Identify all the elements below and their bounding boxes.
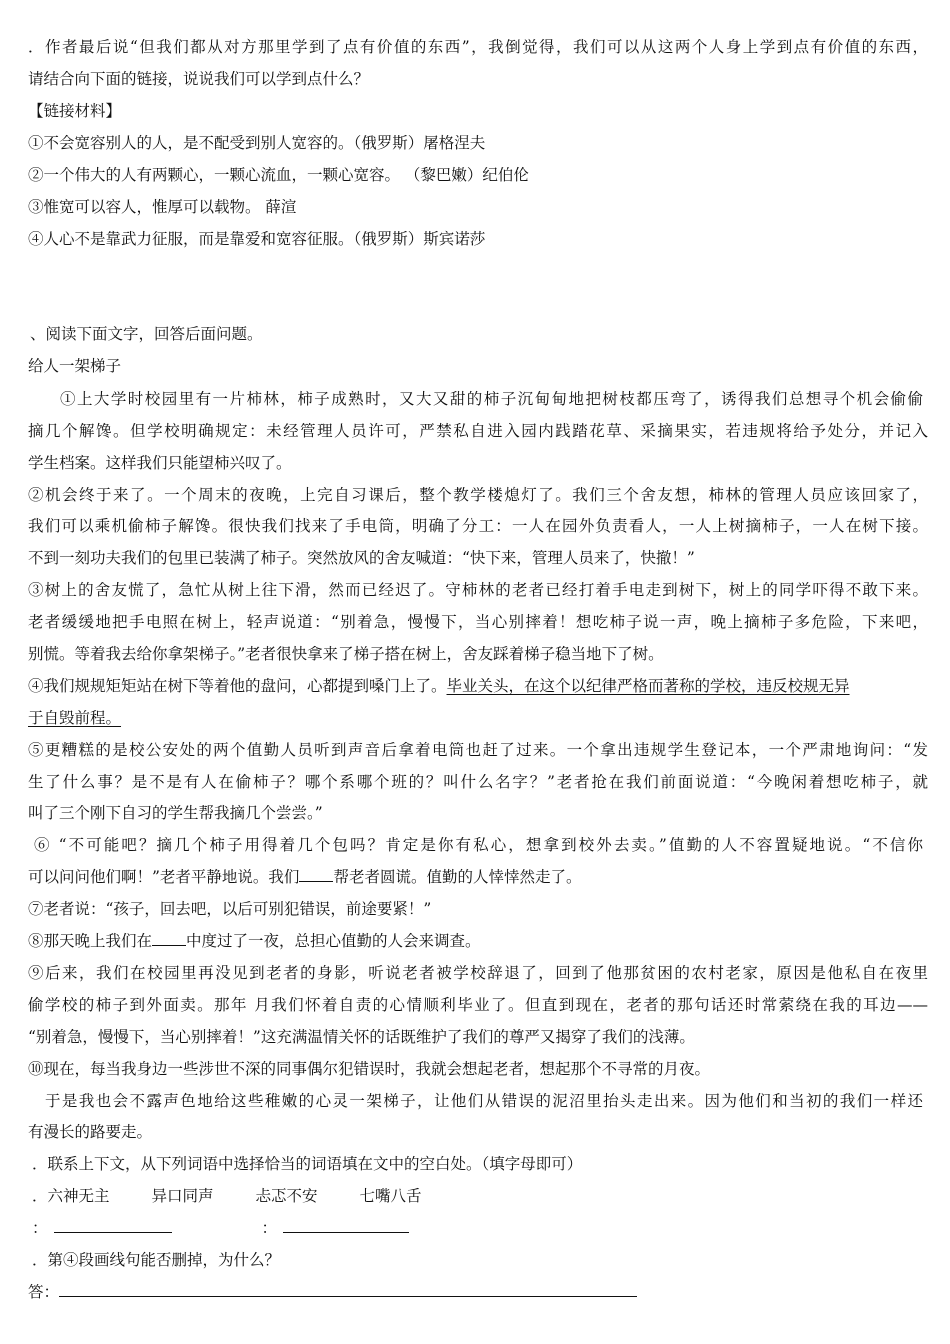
word-choice: ．六神无主 (32, 1187, 110, 1205)
paragraph-line: ③树上的舍友慌了，急忙从树上往下滑，然而已经迟了。守柿林的老者已经打着手电走到树下，树上的同学吓得不敢下来。 (28, 581, 928, 599)
answer-row (28, 1282, 928, 1302)
paragraph-text: ④我们规规矩矩站在树下等着他的盘问，心都提到嗓门上了。 (28, 677, 447, 695)
paragraph-line: 于是我也会不露声色地给这些稚嫩的心灵一架梯子，让他们从错误的泥沼里抬头走出来。因为他们和当初的我们一样还 (45, 1092, 923, 1110)
section-instruction: 、阅读下面文字，回答后面问题。 (30, 325, 263, 343)
word-choices (32, 1186, 932, 1206)
answer-row (32, 1218, 432, 1238)
paragraph-line: ⑦老者说：“孩子，回去吧，以后可别犯错误，前途要紧！” (28, 900, 432, 918)
paragraph-line: ⑩现在，每当我身边一些涉世不深的同事偶尔犯错误时，我就会想起老者，想起那个不寻常的月夜。 (28, 1060, 711, 1078)
paragraph-line: ⑨后来，我们在校园里再没见到老者的身影，听说老者被学校辞退了，回到了他那贫困的农村老家，原因是他私自在夜里 (28, 964, 928, 982)
paragraph-line (28, 867, 928, 887)
paragraph-line: “别着急，慢慢下，当心别摔着！”这充满温情关怀的话既维护了我们的尊严又揭穿了我们的浅薄。 (28, 1028, 695, 1046)
word-choice: 异口同声 (151, 1187, 214, 1205)
paragraph-line: 偷学校的柿子到外面卖。那年 月我们怀着自责的心情顺利毕业了。但直到现在，老者的那句话还时常萦绕在我的耳边—— (28, 996, 928, 1014)
link-material-item: ②一个伟大的人有两颗心，一颗心流血，一颗心宽容。 （黎巴嫩）纪伯伦 (28, 166, 529, 184)
article-title: 给人一架梯子 (28, 357, 122, 375)
paragraph-text: 帮老者圆谎。值勤的人悻悻然走了。 (333, 868, 582, 886)
link-material-item: ③惟宽可以容人，惟厚可以载物。 薛渲 (28, 198, 297, 216)
question-2: ．第④段画线句能否删掉，为什么？ (32, 1251, 281, 1269)
question-text-continued: 请结合向下面的链接，说说我们可以学到点什么？ (28, 70, 370, 88)
word-choice: 忐忑不安 (255, 1187, 318, 1205)
paragraph-line: ⑤更糟糕的是校公安处的两个值勤人员听到声音后拿着电筒也赶了过来。一个拿出违规学生登记本，一个严肃地询问：“发 (28, 741, 928, 759)
question-text: ．作者最后说“但我们都从对方那里学到了点有价值的东西”，我倒觉得，我们可以从这两个人身上学到点有价值的东西， (28, 38, 928, 56)
answer-blank-b[interactable] (283, 1218, 409, 1233)
answer-colon: ： (32, 1219, 48, 1237)
question-1: ．联系上下文，从下列词语中选择恰当的词语填在文中的空白处。（填字母即可） (32, 1155, 583, 1173)
paragraph-text: ⑧那天晚上我们在 (28, 932, 153, 950)
paragraph-line: 别慌。等着我去给你拿架梯子。”老者很快拿来了梯子搭在树上，舍友踩着梯子稳当地下了树。 (28, 645, 664, 663)
underlined-sentence: 毕业关头，在这个以纪律严格而著称的学校，违反校规无异 (446, 677, 850, 695)
paragraph-line: 摘几个解馋。但学校明确规定：未经管理人员许可，严禁私自进入园内践踏花草、采摘果实，若违规将给予处分，并记入 (28, 422, 928, 440)
paragraph-line: ②机会终于来了。一个周末的夜晚，上完自习课后，整个教学楼熄灯了。我们三个舍友想，柿林的管理人员应该回家了， (28, 486, 928, 504)
paragraph-text: 可以问问他们啊！”老者平静地说。我们 (28, 868, 300, 886)
answer-label: 答： (28, 1283, 60, 1301)
paragraph-line: 老者缓缓地把手电照在树上，轻声说道：“别着急，慢慢下，当心别摔着！想吃柿子说一声，晚上摘柿子多危险，下来吧， (28, 613, 928, 631)
paragraph-line: ①上大学时校园里有一片柿林，柿子成熟时，又大又甜的柿子沉甸甸地把树枝都压弯了，诱得我们总想寻个机会偷偷 (60, 390, 923, 408)
paragraph-text: 中度过了一夜，总担心值勤的人会来调查。 (186, 932, 481, 950)
paragraph-line: ⑥ “不可能吧？摘几个柿子用得着几个包吗？肯定是你有私心，想拿到校外去卖。”值勤的人不容置疑地说。“不信你 (34, 836, 923, 854)
answer-blank-a[interactable] (54, 1218, 172, 1233)
link-material-item: ④人心不是靠武力征服，而是靠爱和宽容征服。（俄罗斯）斯宾诺莎 (28, 230, 486, 248)
paragraph-line (28, 931, 928, 951)
fill-in-blank[interactable] (299, 867, 333, 882)
paragraph-line (28, 708, 928, 728)
answer-colon: ： (261, 1219, 278, 1237)
paragraph-line: 生了什么事？是不是有人在偷柿子？哪个系哪个班的？叫什么名字？”老者抢在我们前面说道：“今晚闲着想吃柿子，就 (28, 773, 928, 791)
paragraph-line: 学生档案。这样我们只能望柿兴叹了。 (28, 454, 292, 472)
paragraph-line: 有漫长的路要走。 (28, 1123, 153, 1141)
word-choice: 七嘴八舌 (359, 1187, 422, 1205)
paragraph-line: 不到一刻功夫我们的包里已装满了柿子。突然放风的舍友喊道：“快下来，管理人员来了，快撤！” (28, 549, 695, 567)
link-material-header: 【链接材料】 (28, 102, 122, 120)
link-material-item: ①不会宽容别人的人，是不配受到别人宽容的。（俄罗斯）屠格涅夫 (28, 134, 486, 152)
paragraph-line: 叫了三个刚下自习的学生帮我摘几个尝尝。” (28, 804, 323, 822)
underlined-sentence-continued: 于自毁前程。 (28, 709, 122, 727)
paragraph-line: 我们可以乘机偷柿子解馋。很快我们找来了手电筒，明确了分工：一人在园外负责看人，一人上树摘柿子，一人在树下接。 (28, 517, 928, 535)
fill-in-blank[interactable] (152, 931, 186, 946)
answer-line[interactable] (59, 1282, 637, 1297)
paragraph-line (28, 676, 928, 696)
